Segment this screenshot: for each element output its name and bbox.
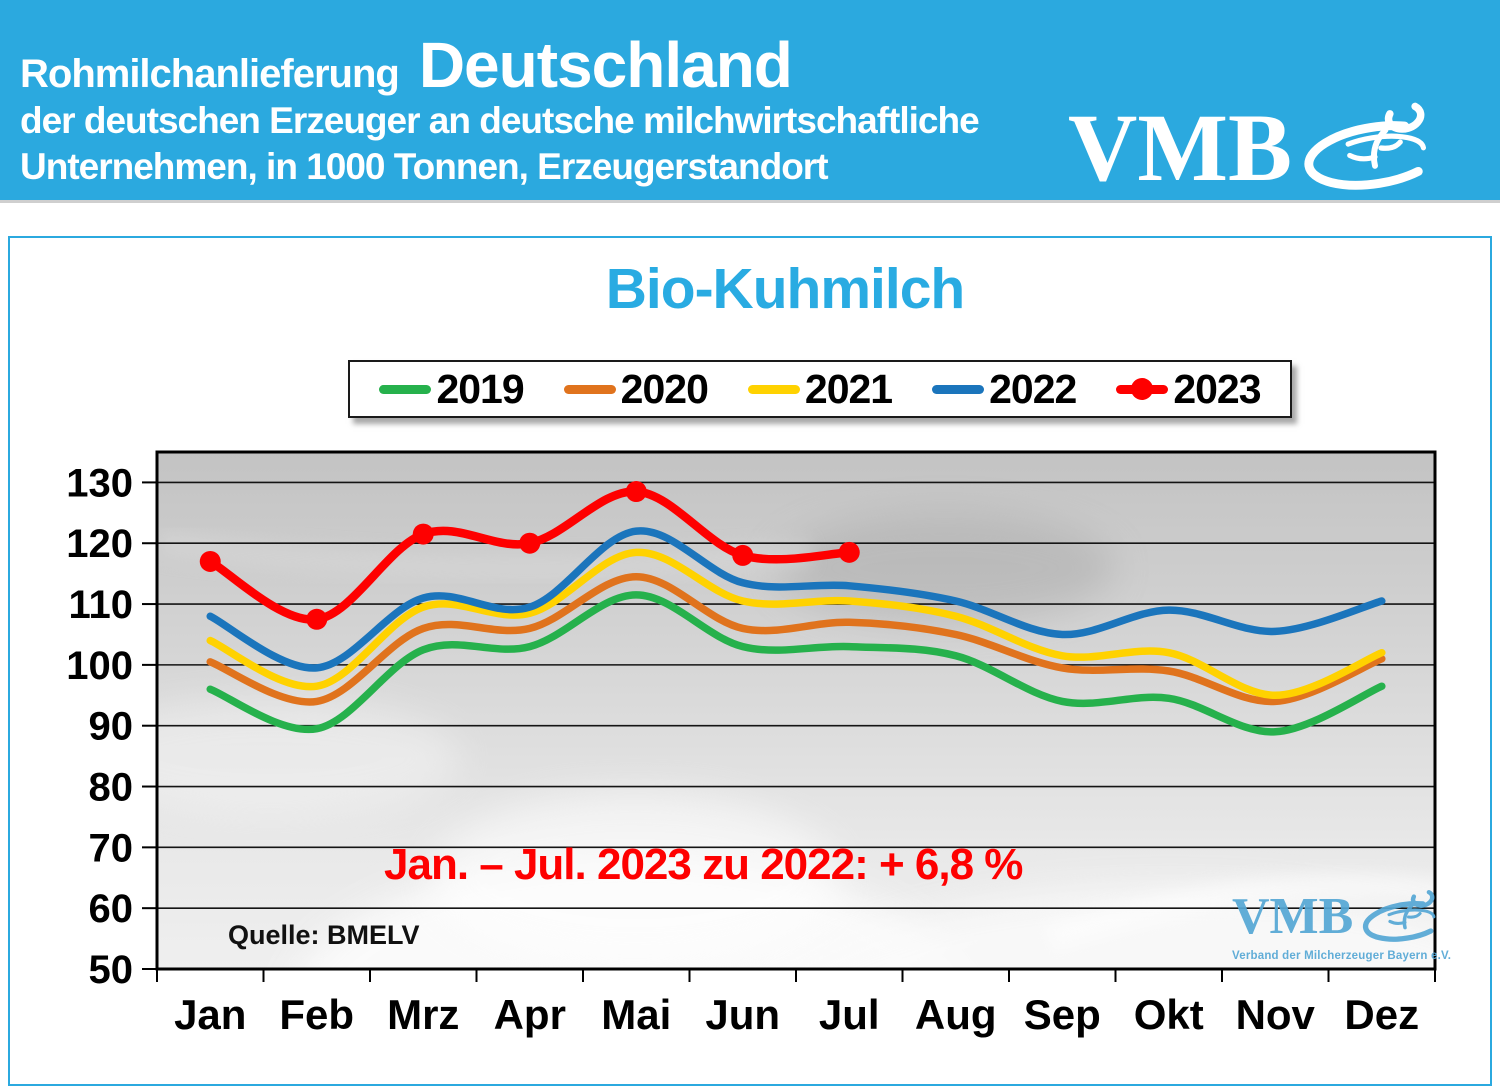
legend-label-2021: 2021 (804, 365, 893, 412)
x-tick-label: Sep (1023, 991, 1101, 1038)
x-tick-label: Mai (601, 991, 672, 1038)
x-tick-label: Apr (493, 991, 566, 1038)
vmb-watermark-swirl-icon (1359, 886, 1451, 948)
vmb-watermark-text: VMB (1232, 888, 1354, 945)
y-tick-label: 100 (66, 643, 133, 688)
vmb-watermark-subtext: Verband der Milcherzeuger Bayern e.V. (1232, 950, 1452, 962)
y-tick-label: 120 (66, 522, 133, 567)
y-tick-label: 70 (88, 826, 133, 871)
y-axis-labels (66, 461, 133, 992)
legend-label-2019: 2019 (436, 365, 524, 412)
y-tick-label: 60 (88, 887, 133, 932)
vmb-watermark (1232, 886, 1464, 962)
header-subtitle-line1: der deutschen Erzeuger an deutsche milchwirtschaftliche (20, 100, 979, 141)
y-tick-label: 130 (66, 461, 133, 506)
x-tick-label: Feb (279, 991, 355, 1038)
x-tick-label: Jan (174, 991, 247, 1038)
x-tick-label: Jul (818, 991, 880, 1038)
vmb-swirl-icon (1300, 96, 1450, 200)
vmb-logo-text: VMB (1068, 94, 1292, 201)
y-tick-label: 80 (88, 765, 133, 810)
y-tick-label: 90 (88, 704, 133, 749)
x-axis-labels (174, 991, 1419, 1038)
header-subtitle-line2: Unternehmen, in 1000 Tonnen, Erzeugerstandort (20, 146, 828, 187)
header-band (0, 0, 1500, 203)
x-tick-label: Dez (1344, 991, 1420, 1038)
chart-annotation: Jan. – Jul. 2023 zu 2022: + 6,8 % (384, 840, 1023, 889)
x-tick-label: Jun (705, 991, 781, 1038)
legend-label-2023: 2023 (1173, 365, 1261, 412)
legend-label-2020: 2020 (620, 365, 708, 412)
header-title-row (20, 28, 792, 102)
x-tick-label: Mrz (387, 991, 460, 1038)
y-tick-label: 110 (68, 583, 133, 628)
x-tick-label: Nov (1235, 991, 1315, 1038)
legend-label-2022: 2022 (989, 365, 1077, 412)
y-tick-label: 50 (88, 948, 133, 992)
x-tick-label: Okt (1133, 991, 1204, 1038)
header-title-small: Rohmilchanlieferung (20, 52, 399, 96)
chart-card (8, 236, 1492, 1086)
x-tick-label: Aug (914, 991, 997, 1038)
header-title-large: Deutschland (418, 29, 792, 101)
vmb-logo (1068, 96, 1450, 200)
vmb-watermark-row (1232, 886, 1464, 948)
chart-title: Bio-Kuhmilch (605, 257, 965, 321)
chart-source: Quelle: BMELV (228, 920, 420, 950)
